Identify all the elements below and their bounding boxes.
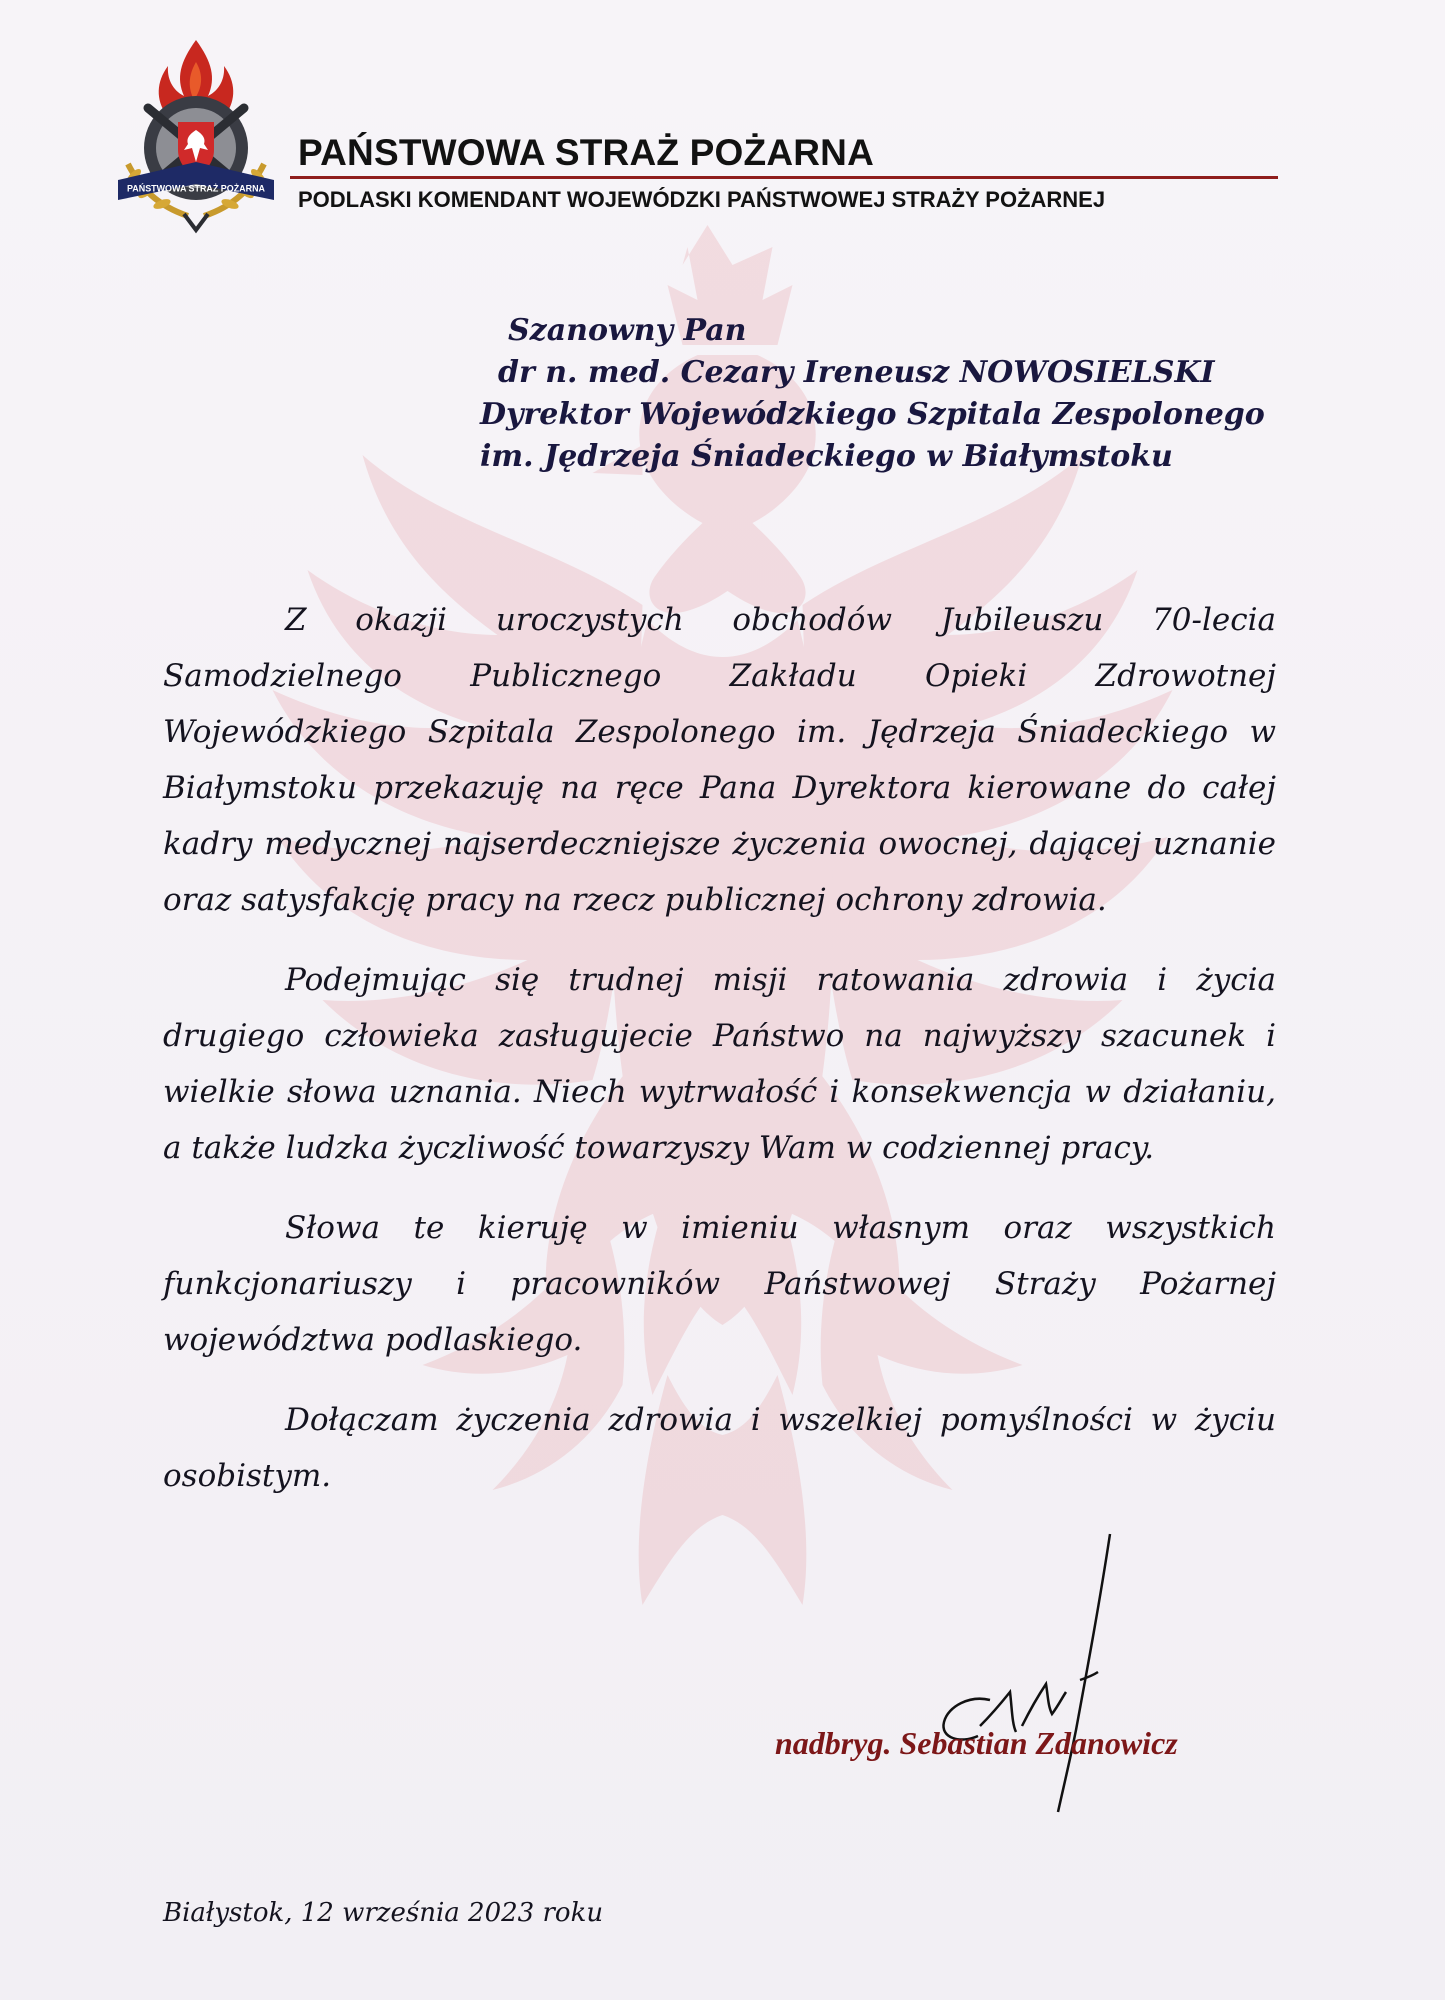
organization-subtitle: PODLASKI KOMENDANT WOJEWÓDZKI PAŃSTWOWEJ STRAŻY POŻARNEJ — [298, 187, 1106, 212]
body-paragraph: Z okazji uroczystych obchodów Jubileuszu 70-lecia Samodzielnego Publicznego Zakładu Opieki Zdrowotnej Wojewódzkiego Szpitala Zespolonego im. Jędrzeja Śniadeckiego w Białymstoku przekazuję na ręce Pana Dyrektora kierowane do całej kadry medycznej najserdeczniejsze życzenia owocnej, dającej uznanie oraz satysfakcję pracy na rzecz publicznej ochrony zdrowia. — [163, 602, 1276, 918]
header-divider — [290, 176, 1278, 179]
body-paragraph: Słowa te kieruję w imieniu własnym oraz wszystkich funkcjonariuszy i pracowników Państwowej Straży Pożarnej województwa podlaskiego. — [163, 1210, 1276, 1358]
place-and-date: Białystok, 12 września 2023 roku — [163, 1898, 604, 1928]
recipient-name: dr n. med. Cezary Ireneusz NOWOSIELSKI — [498, 355, 1215, 390]
recipient-salutation: Szanowny Pan — [508, 313, 747, 348]
fire-service-emblem-icon — [112, 38, 280, 236]
handwritten-signature-icon — [930, 1530, 1135, 1815]
recipient-institution: im. Jędrzeja Śniadeckiego w Białymstoku — [480, 439, 1173, 474]
body-paragraph: Dołączam życzenia zdrowia i wszelkiej pomyślności w życiu osobistym. — [163, 1402, 1276, 1494]
organization-title: PAŃSTWOWA STRAŻ POŻARNA — [298, 132, 875, 173]
letter-body — [163, 592, 1276, 1504]
body-paragraph: Podejmując się trudnej misji ratowania zdrowia i życia drugiego człowieka zasługujecie Państwo na najwyższy szacunek i wielkie słowa uznania. Niech wytrwałość i konsekwencja w działaniu, a także ludzka życzliwość towarzyszy Wam w codziennej pracy. — [163, 962, 1276, 1166]
signer-name: nadbryg. Sebastian Zdanowicz — [775, 1725, 1178, 1761]
recipient-block — [480, 310, 1265, 478]
recipient-position: Dyrektor Wojewódzkiego Szpitala Zespolonego — [480, 397, 1265, 432]
emblem-ribbon-text: PAŃSTWOWA STRAŻ POŻARNA — [127, 183, 266, 194]
